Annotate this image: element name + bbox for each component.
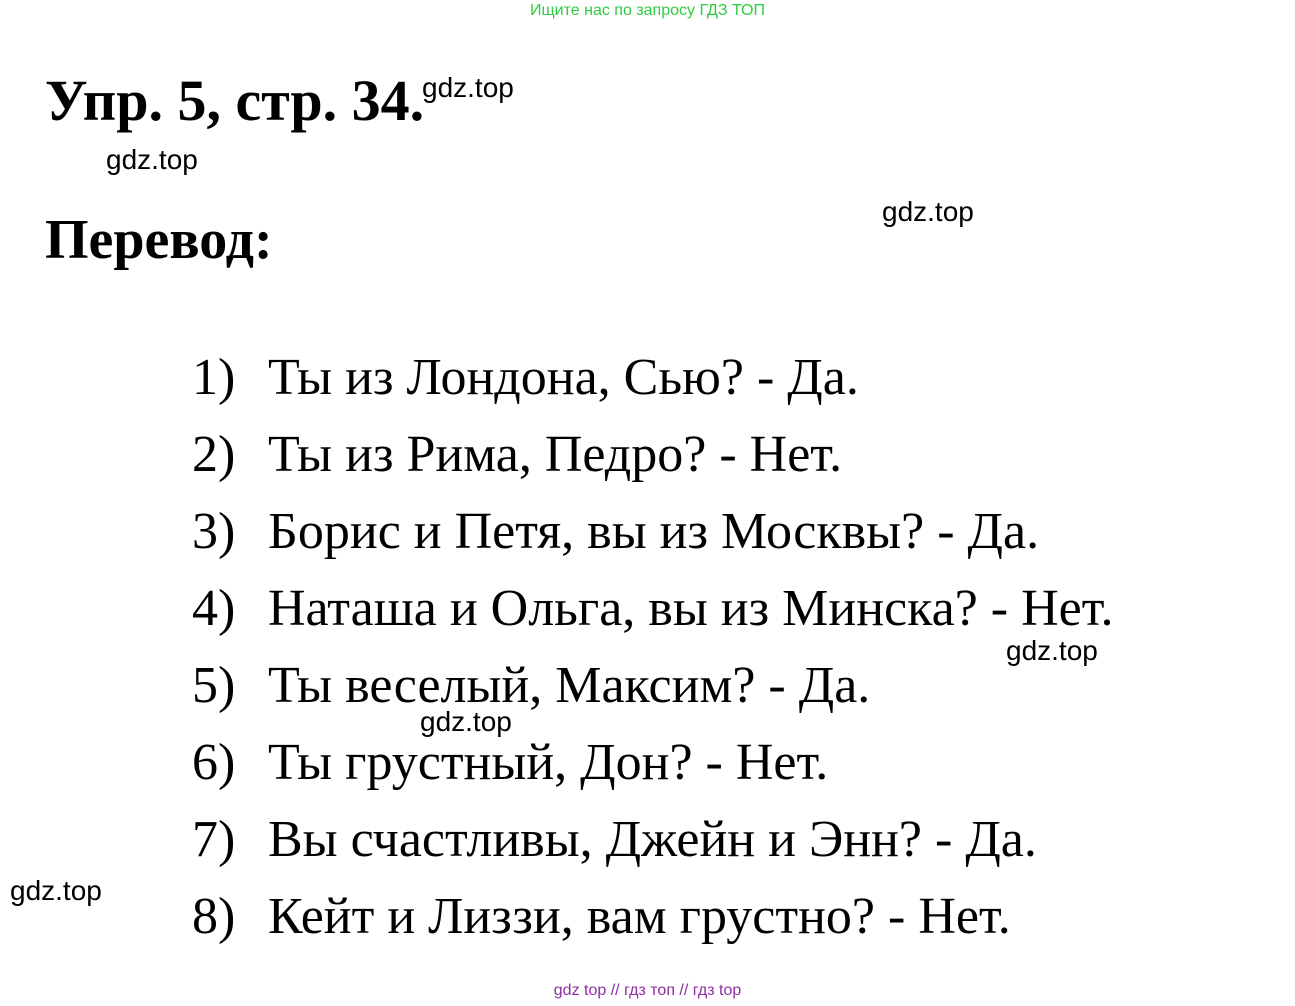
item-number: 3) [192, 503, 236, 560]
item-text: Кейт и Лиззи, вам грустно? - Нет. [268, 888, 1011, 945]
top-banner: Ищите нас по запросу ГДЗ ТОП [530, 2, 765, 19]
bottom-banner: gdz top // гдз топ // гдз top [553, 982, 742, 999]
item-text: Ты из Лондона, Сью? - Да. [268, 349, 859, 406]
item-text: Ты веселый, Максим? - Да. [268, 657, 871, 714]
item-number: 6) [192, 734, 236, 791]
list-item [192, 423, 1114, 500]
watermark: gdz.top [1006, 635, 1098, 666]
exercise-title: Упр. 5, стр. 34. [45, 68, 425, 133]
item-number: 7) [192, 811, 236, 868]
item-number: 8) [192, 888, 236, 945]
list-item [192, 654, 1114, 731]
item-text: Ты из Рима, Педро? - Нет. [268, 426, 843, 483]
watermark: gdz.top [106, 144, 198, 175]
item-number: 5) [192, 657, 236, 714]
list-item [192, 577, 1114, 654]
item-number: 1) [192, 349, 236, 406]
section-heading: Перевод: [45, 209, 273, 271]
item-number: 4) [192, 580, 236, 637]
item-text: Наташа и Ольга, вы из Минска? - Нет. [268, 580, 1114, 637]
translation-list [192, 346, 1114, 962]
list-item [192, 885, 1114, 962]
item-number: 2) [192, 426, 236, 483]
item-text: Вы счастливы, Джейн и Энн? - Да. [268, 811, 1037, 868]
list-item [192, 500, 1114, 577]
list-item [192, 808, 1114, 885]
item-text: Борис и Петя, вы из Москвы? - Да. [268, 503, 1040, 560]
list-item [192, 346, 1114, 423]
watermark: gdz.top [882, 196, 974, 227]
watermark: gdz.top [422, 72, 514, 103]
watermark: gdz.top [420, 706, 512, 737]
list-item [192, 731, 1114, 808]
item-text: Ты грустный, Дон? - Нет. [268, 734, 829, 791]
watermark: gdz.top [10, 875, 102, 906]
